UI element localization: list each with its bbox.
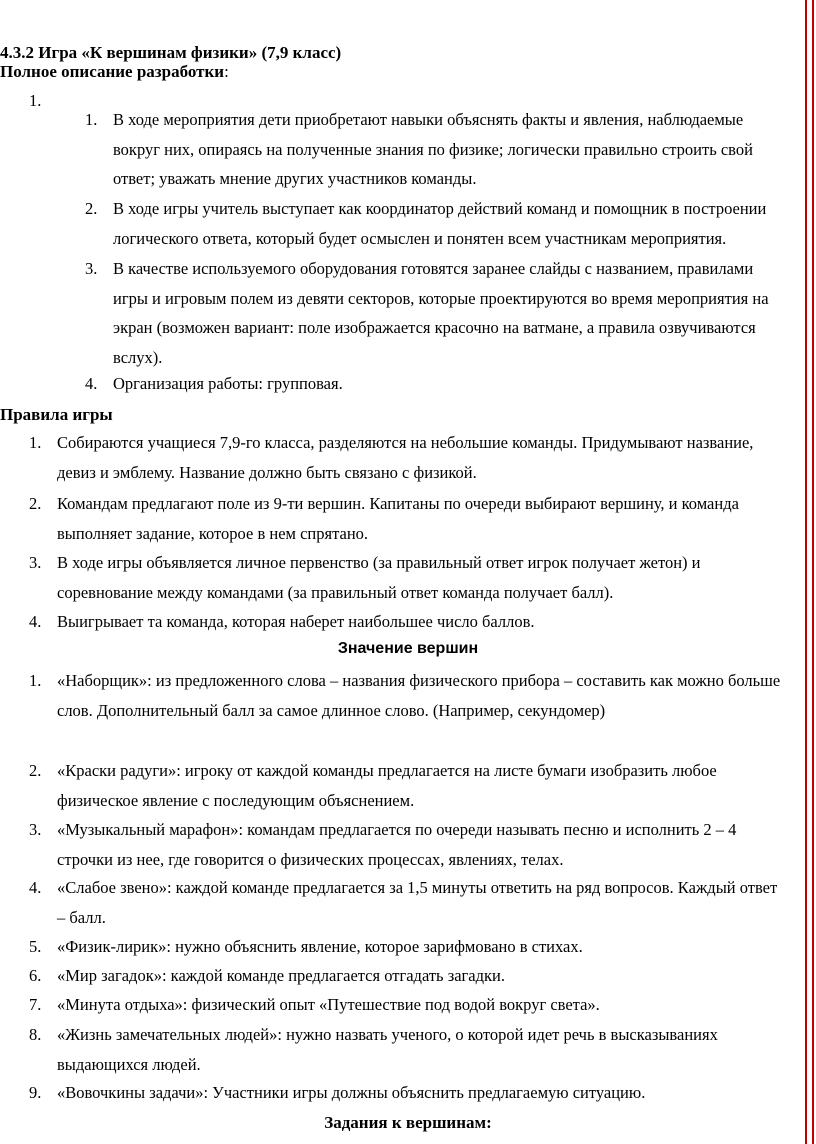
description-item-number: 1.: [85, 110, 98, 129]
rule-item-text: соревнование между командами (за правильный ответ команда получает балл).: [57, 583, 614, 602]
rule-item-text: Командам предлагают поле из 9-ти вершин. Капитаны по очереди выбирают вершину, и команда: [57, 494, 739, 513]
description-item-text: игры и игровым полем из девяти секторов, которые проектируются во время мероприятия на: [113, 288, 769, 308]
peak-item-number: 4.: [29, 878, 42, 897]
peak-item-number: 6.: [29, 966, 42, 985]
rule-item-text: В ходе игры объявляется личное первенство (за правильный ответ игрок получает жетон) и: [57, 553, 701, 572]
peak-item-text: «Физик-лирик»: нужно объяснить явление, которое зарифмовано в стихах.: [57, 937, 583, 956]
rule-item-number: 2.: [29, 494, 42, 513]
peak-item-text: физическое явление с последующим объяснением.: [57, 791, 415, 810]
document-title: 4.3.2 Игра «К вершинам физики» (7,9 класс): [0, 43, 342, 62]
peak-item-text: «Вовочкины задачи»: Участники игры должны объяснить предлагаемую ситуацию.: [57, 1083, 646, 1102]
description-item-text: вслух).: [113, 347, 163, 367]
outer-list-number: 1.: [29, 91, 42, 110]
tasks-heading: Задания к вершинам:: [324, 1113, 492, 1132]
peak-item-text: строчки из нее, где говорится о физических процессах, явлениях, телах.: [57, 850, 564, 869]
peak-item-number: 2.: [29, 761, 42, 780]
peak-item-number: 8.: [29, 1025, 42, 1044]
peak-item-text: выдающихся людей.: [57, 1055, 201, 1074]
peak-item-number: 3.: [29, 820, 42, 839]
rule-item-text: девиз и эмблему. Название должно быть связано с физикой.: [57, 463, 477, 482]
peaks-heading: Значение вершин: [337, 640, 479, 657]
rule-item-text: Собираются учащиеся 7,9-го класса, разделяются на небольшие команды. Придумывают название,: [57, 433, 754, 452]
peak-item-number: 7.: [29, 995, 42, 1014]
rule-item-number: 3.: [29, 553, 42, 572]
peak-item-number: 5.: [29, 937, 42, 956]
description-item-number: 3.: [85, 259, 98, 278]
peak-item-text: слов. Дополнительный балл за самое длинное слово. (Например, секундомер): [57, 701, 606, 720]
description-item-number: 4.: [85, 374, 98, 393]
description-item-text: В качестве используемого оборудования готовятся заранее слайды с названием, правилами: [113, 259, 754, 278]
peak-item-text: «Жизнь замечательных людей»: нужно назвать ученого, о которой идет речь в высказываниях: [57, 1025, 718, 1044]
description-item-number: 2.: [85, 199, 98, 218]
description-item-text: экран (возможен вариант: поле изображается красочно на ватмане, а правила озвучиваются: [113, 318, 756, 337]
description-item-text: ответ; уважать мнение других участников команды.: [113, 169, 477, 188]
description-item-text: В ходе игры учитель выступает как координатор действий команд и помощник в построении: [113, 199, 767, 218]
rule-item-number: 1.: [29, 433, 42, 452]
rule-item-text: Выигрывает та команда, которая наберет наибольшее число баллов.: [57, 612, 535, 631]
page-border-line: [812, 0, 814, 1144]
description-item-text: Организация работы: групповая.: [113, 374, 343, 393]
peak-item-text: «Мир загадок»: каждой команде предлагается отгадать загадки.: [57, 966, 505, 985]
peak-item-text: «Минута отдыха»: физический опыт «Путешествие под водой вокруг света».: [57, 995, 600, 1014]
rule-item-text: выполняет задание, которое в нем спрятано.: [57, 524, 369, 543]
description-item-text: В ходе мероприятия дети приобретают навыки объяснять факты и явления, наблюдаемые: [113, 110, 744, 129]
rules-heading: Правила игры: [0, 405, 113, 424]
description-item-text: вокруг них, опираясь на полученные знания по физике; логически правильно строить свой: [113, 139, 753, 159]
description-heading: [0, 62, 229, 82]
peak-item-number: 9.: [29, 1083, 42, 1102]
peak-item-text: «Краски радуги»: игроку от каждой команды предлагается на листе бумаги изобразить любое: [57, 761, 717, 780]
peak-item-text: – балл.: [57, 908, 106, 927]
description-label: Полное описание разработки: [0, 62, 225, 81]
peak-item-text: «Слабое звено»: каждой команде предлагается за 1,5 минуты ответить на ряд вопросов. Каждый ответ: [57, 878, 778, 897]
rule-item-number: 4.: [29, 612, 42, 631]
description-item-text: логического ответа, который будет осмыслен и понятен всем участникам мероприятия.: [113, 228, 727, 248]
peak-item-text: «Наборщик»: из предложенного слова – названия физического прибора – составить как можно больше: [57, 671, 781, 690]
page-border-line: [805, 0, 807, 1144]
peak-item-number: 1.: [29, 671, 42, 690]
description-colon: :: [224, 62, 229, 81]
peak-item-text: «Музыкальный марафон»: командам предлагается по очереди называть песню и исполнить 2 – 4: [57, 820, 737, 839]
